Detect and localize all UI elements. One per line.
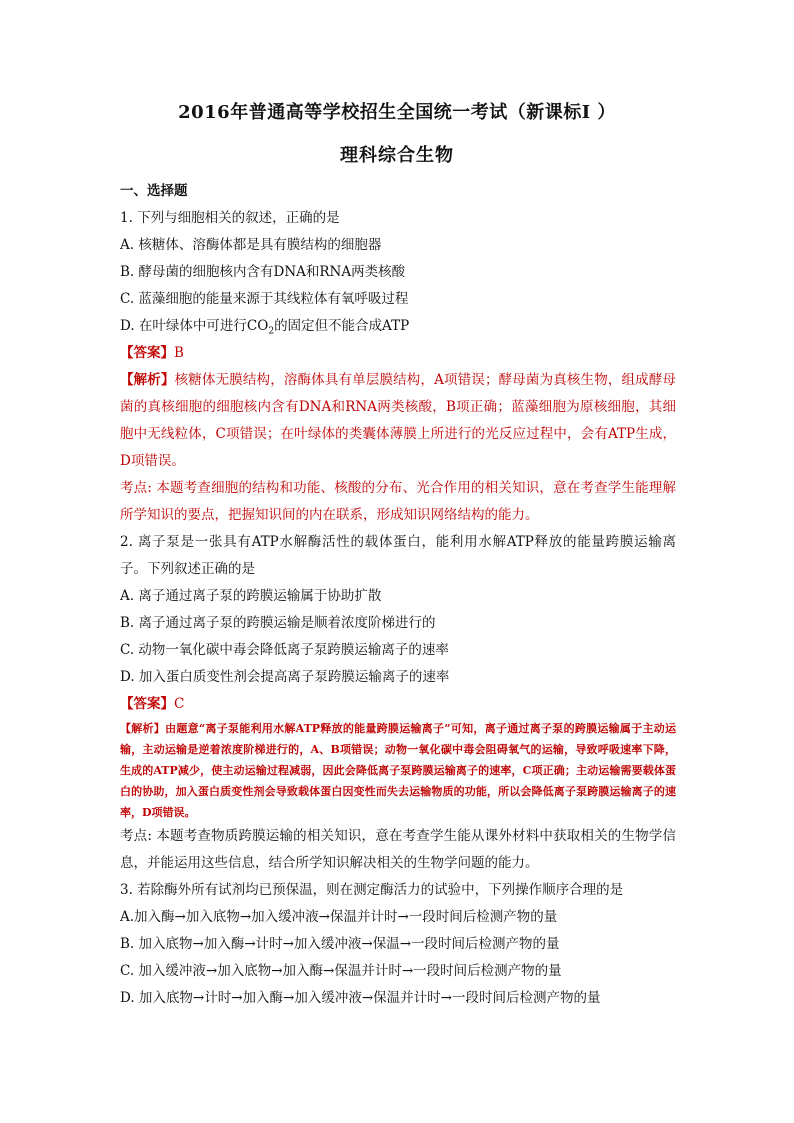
question-3-option-d: D. 加入底物→计时→加入酶→加入缓冲液→保温并计时→一段时间后检测产物的量 [120, 990, 601, 1006]
option-d-text-end: 的固定但不能合成ATP [274, 318, 410, 334]
question-2-point: 考点: 本题考查物质跨膜运输的相关知识，意在考查学生能从课外材料中获取相关的生物学信息，并能运用这些信息，结合所学知识解决相关的生物学问题的能力。 [120, 828, 676, 871]
question-2-answer [120, 691, 676, 718]
exam-subtitle: 理科综合生物 [340, 145, 454, 166]
question-3-option-b: B. 加入底物→加入酶→计时→加入缓冲液→保温→一段时间后检测产物的量 [120, 936, 560, 952]
question-1-option-a: A. 核糖体、溶酶体都是具有膜结构的细胞器 [120, 237, 382, 253]
section-heading: 一、选择题 [120, 183, 188, 199]
question-3-option-c: C. 加入缓冲液→加入底物→加入酶→保温并计时→一段时间后检测产物的量 [120, 963, 562, 979]
analysis-tag: 【解析】 [120, 722, 166, 735]
answer-value: B [174, 345, 184, 361]
question-2-option-a: A. 离子通过离子泵的跨膜运输属于协助扩散 [120, 588, 382, 604]
analysis-text: 由题意“离子泵能利用水解ATP释放的能量跨膜运输离子”可知，离子通过离子泵的跨膜运输属于主动运输，主动运输是逆着浓度阶梯进行的，A、B项错误；动物一氧化碳中毒会阻碍氧气的运输，导致呼吸速率下降，生成的ATP减少，使主动运输过程减弱，因此会降低离子泵跨膜运输离子的速率，C项正确；主动运输需要载体蛋白的协助，加入蛋白质变性剂会导致载体蛋白因变性而失去运输物质的功能，所以会降低离子泵跨膜运输离子的速率，D项错误。 [120, 722, 677, 819]
question-1-point: 考点: 本题考查细胞的结构和功能、核酸的分布、光合作用的相关知识，意在考查学生能理解所学知识的要点，把握知识间的内在联系，形成知识网络结构的能力。 [120, 480, 676, 523]
document-body [120, 178, 676, 1012]
question-3-option-a: A.加入酶→加入底物→加入缓冲液→保温并计时→一段时间后检测产物的量 [120, 909, 558, 925]
analysis-tag: 【解析】 [120, 372, 175, 388]
question-2-option-b: B. 离子通过离子泵的跨膜运输是顺着浓度阶梯进行的 [120, 615, 436, 631]
question-2-analysis [120, 718, 676, 823]
answer-value: C [174, 696, 185, 712]
question-1-stem: 1. 下列与细胞相关的叙述，正确的是 [120, 210, 340, 226]
answer-tag: 【答案】 [120, 345, 174, 361]
question-2-option-c: C. 动物一氧化碳中毒会降低离子泵跨膜运输离子的速率 [120, 642, 449, 658]
answer-tag: 【答案】 [120, 696, 174, 712]
question-1-option-c: C. 蓝藻细胞的能量来源于其线粒体有氧呼吸过程 [120, 291, 409, 307]
exam-title: 2016年普通高等学校招生全国统一考试（新课标Ⅰ ） [178, 102, 616, 123]
question-1-option-b: B. 酵母菌的细胞核内含有DNA和RNA两类核酸 [120, 264, 406, 280]
question-1-answer [120, 340, 676, 367]
question-3-stem: 3. 若除酶外所有试剂均已预保温，则在测定酶活力的试验中，下列操作顺序合理的是 [120, 882, 624, 898]
question-2-option-d: D. 加入蛋白质变性剂会提高离子泵跨膜运输离子的速率 [120, 669, 450, 685]
analysis-text: 核糖体无膜结构，溶酶体具有单层膜结构，A项错误；酵母菌为真核生物，组成酵母菌的真核细胞的细胞核内含有DNA和RNA两类核酸，B项正确；蓝藻细胞为原核细胞，其细胞中无线粒体，C项错误；在叶绿体的类囊体薄膜上所进行的光反应过程中，会有ATP生成，D项错误。 [120, 372, 676, 469]
option-d-subscript: 2 [268, 326, 275, 337]
option-d-text: D. 在叶绿体中可进行CO [120, 318, 269, 334]
question-1-analysis [120, 367, 676, 475]
question-1-option-d [120, 313, 676, 340]
question-2-stem: 2. 离子泵是一张具有ATP水解酶活性的载体蛋白，能利用水解ATP释放的能量跨膜运输离子。下列叙述正确的是 [120, 534, 676, 577]
